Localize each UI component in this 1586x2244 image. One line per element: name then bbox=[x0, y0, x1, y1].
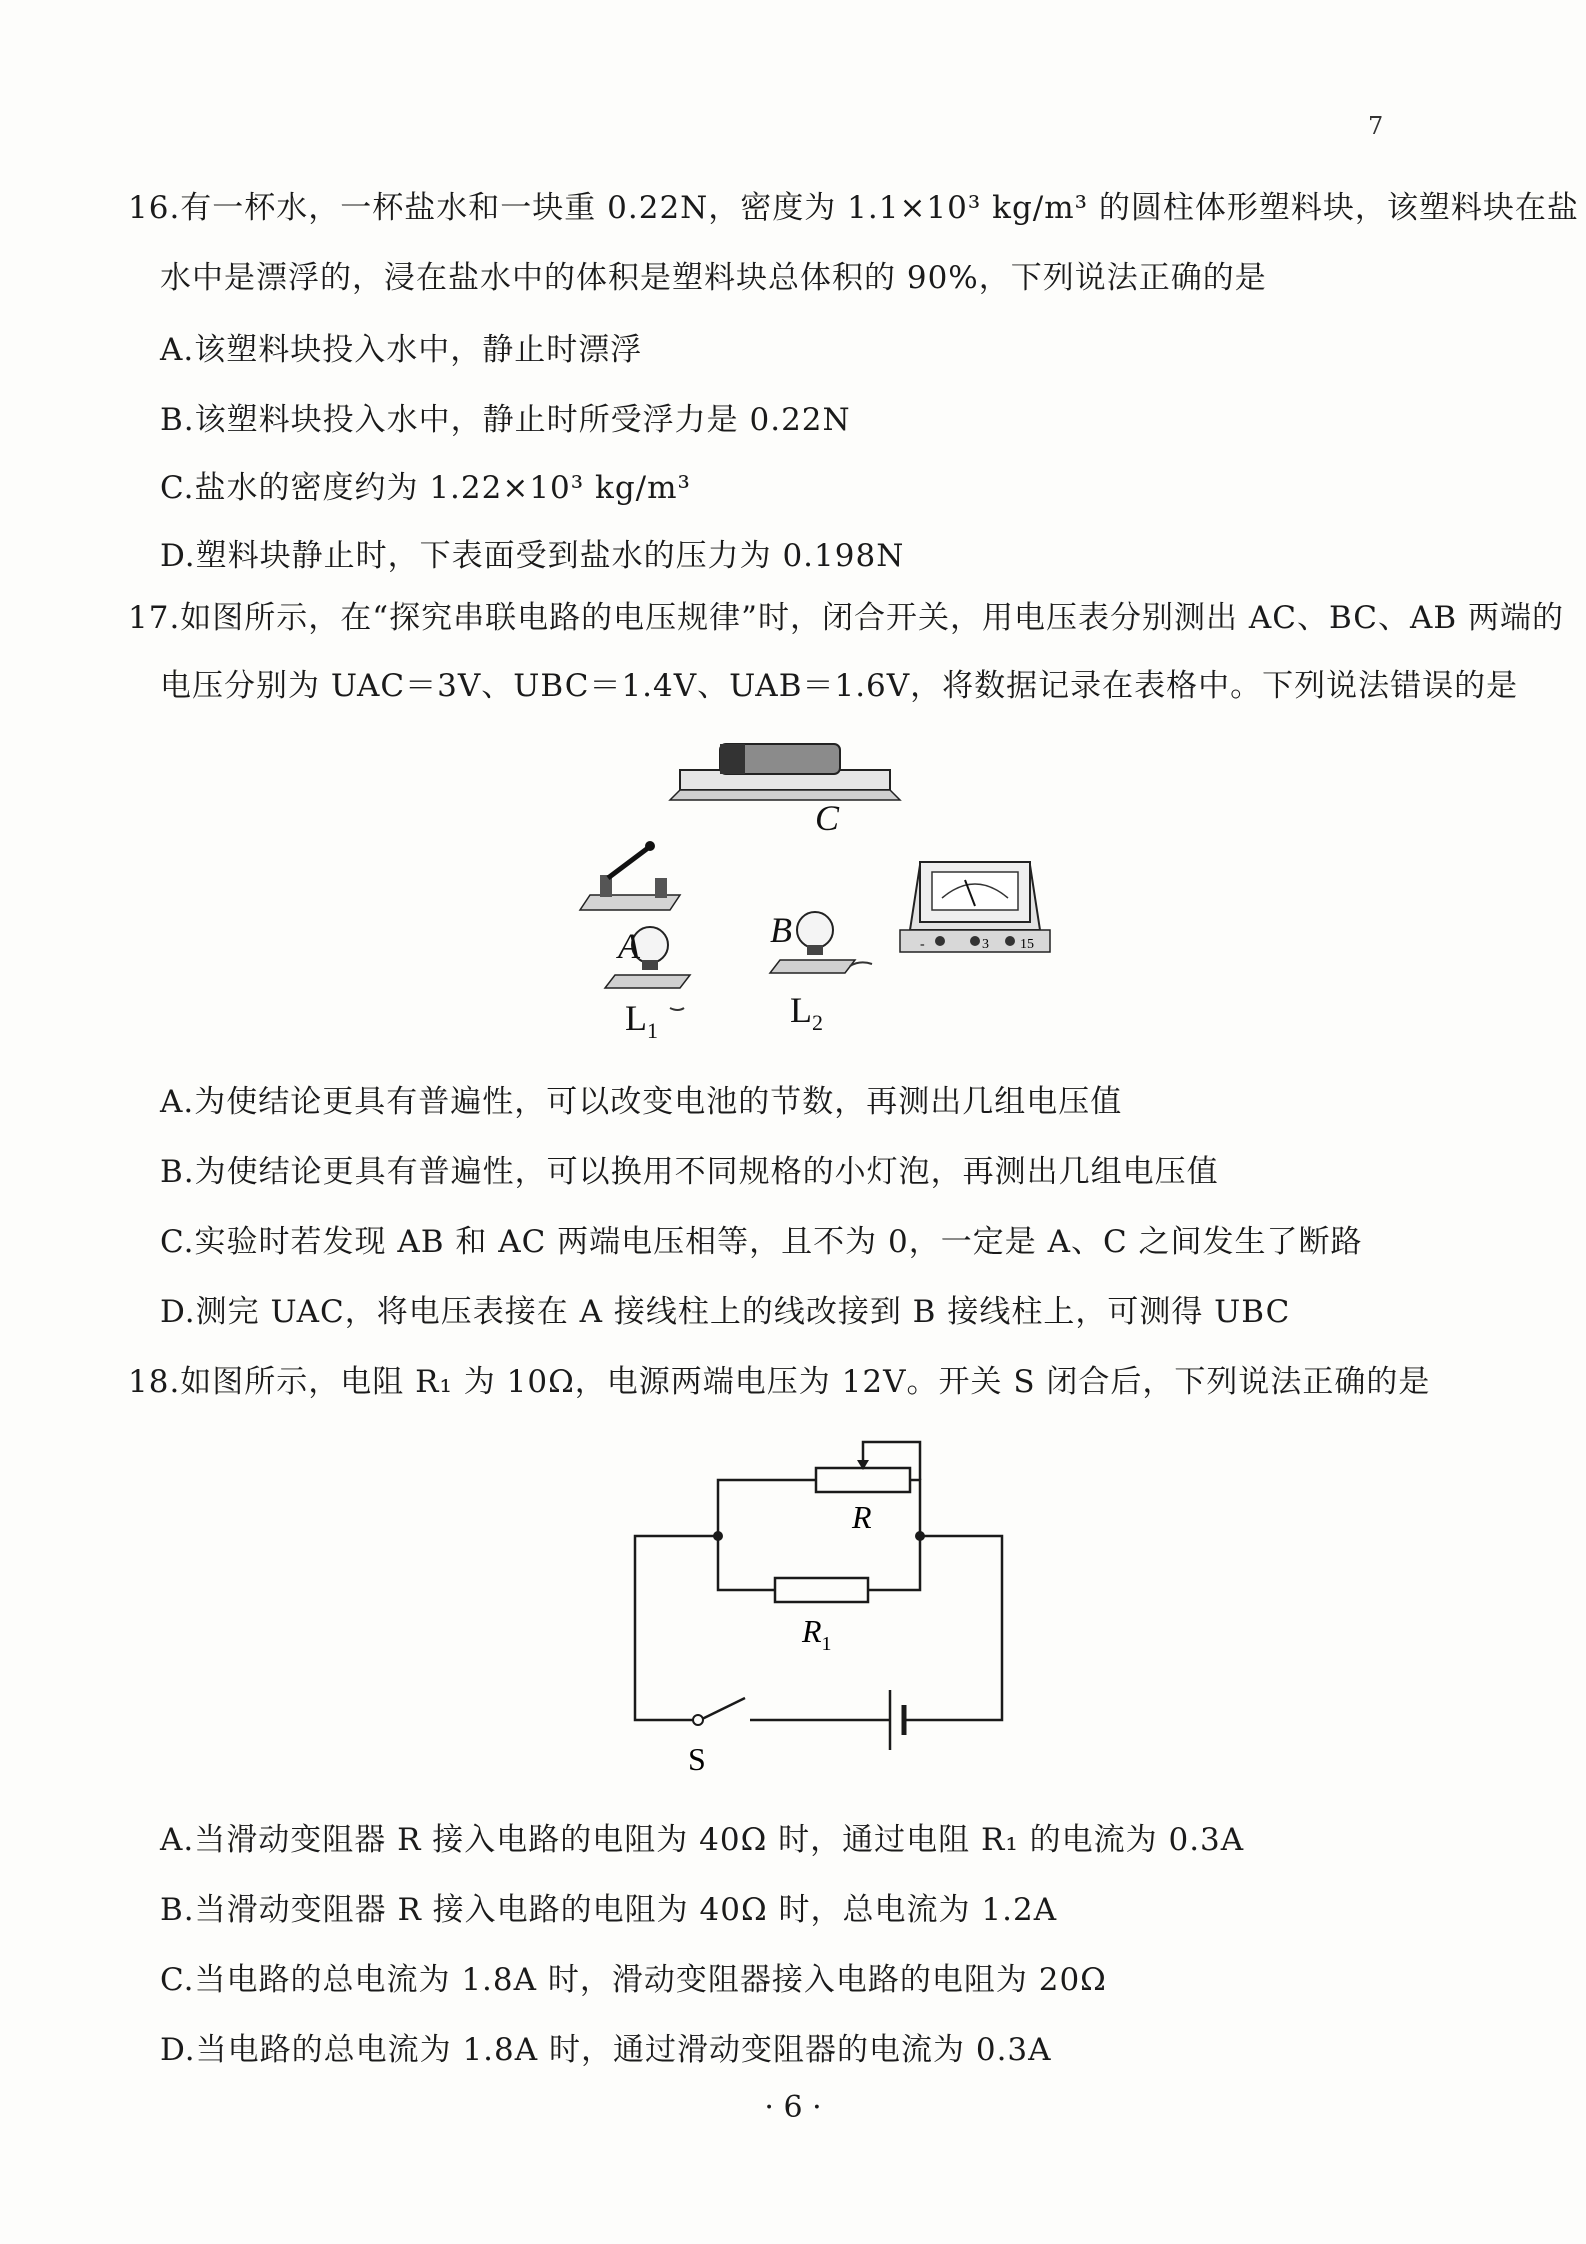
label-s: S bbox=[688, 1741, 706, 1777]
q18-option-a: A.当滑动变阻器 R 接入电路的电阻为 40Ω 时，通过电阻 R₁ 的电流为 0.3A bbox=[160, 1822, 1245, 1858]
label-c: C bbox=[815, 798, 840, 838]
q16-stem-line2: 水中是漂浮的，浸在盐水中的体积是塑料块总体积的 90%，下列说法正确的是 bbox=[160, 260, 1267, 296]
q16-option-c: C.盐水的密度约为 1.22×10³ kg/m³ bbox=[160, 470, 691, 506]
q17-option-b: B.为使结论更具有普遍性，可以换用不同规格的小灯泡，再测出几组电压值 bbox=[160, 1154, 1219, 1190]
q18-option-b: B.当滑动变阻器 R 接入电路的电阻为 40Ω 时，总电流为 1.2A bbox=[160, 1892, 1058, 1928]
page-number: · 6 · bbox=[764, 2090, 822, 2125]
corner-mark: 7 bbox=[1368, 112, 1384, 140]
switch-icon bbox=[580, 841, 680, 910]
q16-stem-line1: 16.有一杯水，一杯盐水和一块重 0.22N，密度为 1.1×10³ kg/m³ 的圆柱体形塑料块，该塑料块在盐 bbox=[128, 190, 1579, 226]
q18-circuit-diagram bbox=[620, 1420, 1020, 1800]
q18-stem-line1: 18.如图所示，电阻 R₁ 为 10Ω，电源两端电压为 12V。开关 S 闭合后，下列说法正确的是 bbox=[128, 1364, 1431, 1400]
label-l2: $L_2$ bbox=[790, 990, 823, 1035]
label-l1: $L_1$ bbox=[625, 998, 658, 1040]
q17-option-d: D.测完 UAC，将电压表接在 A 接线柱上的线改接到 B 接线柱上，可测得 UBC bbox=[160, 1294, 1291, 1330]
q17-stem-line1: 17.如图所示，在“探究串联电路的电压规律”时，闭合开关，用电压表分别测出 AC、BC、AB 两端的 bbox=[128, 600, 1565, 636]
resistor-r1 bbox=[775, 1578, 868, 1602]
q17-circuit-figure bbox=[570, 730, 1070, 1040]
label-a: A bbox=[618, 926, 640, 966]
rheostat-r bbox=[816, 1468, 910, 1492]
q16-option-a: A.该塑料块投入水中，静止时漂浮 bbox=[160, 332, 643, 368]
q18-option-c: C.当电路的总电流为 1.8A 时，滑动变阻器接入电路的电阻为 20Ω bbox=[160, 1962, 1107, 1998]
q17-option-a: A.为使结论更具有普遍性，可以改变电池的节数，再测出几组电压值 bbox=[160, 1084, 1123, 1120]
meter-scale-low: 3 bbox=[982, 937, 989, 952]
meter-scale-high: 15 bbox=[1020, 937, 1034, 952]
meter-minus-label: - bbox=[920, 937, 925, 952]
battery-holder-icon bbox=[670, 744, 900, 800]
q18-option-d: D.当电路的总电流为 1.8A 时，通过滑动变阻器的电流为 0.3A bbox=[160, 2032, 1052, 2068]
q16-option-b: B.该塑料块投入水中，静止时所受浮力是 0.22N bbox=[160, 402, 851, 438]
label-r1: $R_1$ bbox=[802, 1613, 832, 1655]
q17-stem-line2: 电压分别为 UAC＝3V、UBC＝1.4V、UAB＝1.6V，将数据记录在表格中。下列说法错误的是 bbox=[160, 668, 1519, 704]
q16-option-d: D.塑料块静止时，下表面受到盐水的压力为 0.198N bbox=[160, 538, 905, 574]
label-r: R bbox=[852, 1499, 872, 1535]
label-b: B bbox=[770, 910, 792, 950]
q17-option-c: C.实验时若发现 AB 和 AC 两端电压相等，且不为 0，一定是 A、C 之间发生了断路 bbox=[160, 1224, 1363, 1260]
